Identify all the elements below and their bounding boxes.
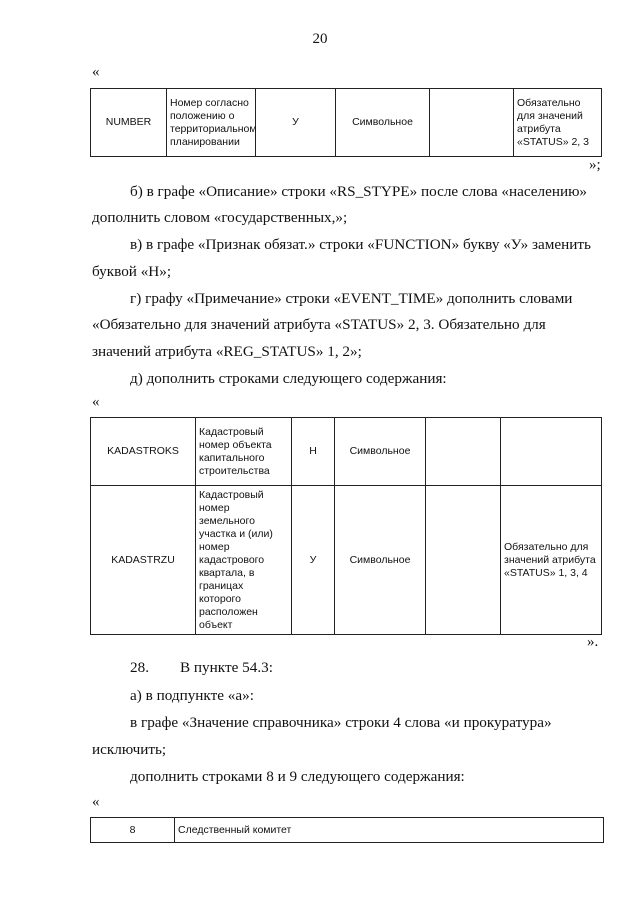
table-attributes-2 <box>90 417 602 635</box>
table-row <box>91 818 604 843</box>
cell-description: Кадастровый номер земельного участка и (или) номер кадастрового квартала, в границах которого расположен объект <box>196 486 292 635</box>
para-g-line2: «Обязательно для значений атрибута «STATUS» 2, 3. Обязательно для <box>92 316 546 333</box>
cell-number: 8 <box>91 818 175 843</box>
cell-length <box>426 486 501 635</box>
para-v-line2: буквой «Н»; <box>92 263 172 280</box>
open-quote-1: « <box>92 64 100 80</box>
cell-length <box>430 89 514 157</box>
close-quote-1: »; <box>589 157 601 173</box>
cell-required: У <box>256 89 336 157</box>
para-d-line1: д) дополнить строками следующего содержания: <box>130 370 447 387</box>
table-directory <box>90 817 604 843</box>
item-28-number: 28. <box>130 659 149 676</box>
cell-note: Обязательно для значений атрибута «STATUS» 2, 3 <box>514 89 602 157</box>
cell-description: Кадастровый номер объекта капитального строительства <box>196 418 292 486</box>
close-quote-2: ». <box>587 634 599 650</box>
para-b-line2: дополнить словом «государственных,»; <box>92 209 348 226</box>
cell-code: NUMBER <box>91 89 167 157</box>
open-quote-3: « <box>92 794 100 810</box>
para2-a-line: а) в подпункте «а»: <box>130 687 254 704</box>
cell-note <box>501 418 602 486</box>
table-attributes-1 <box>90 88 602 157</box>
para2-graph-line1: в графе «Значение справочника» строки 4 слова «и прокуратура» <box>130 714 552 731</box>
table-row <box>91 89 602 157</box>
cell-type: Символьное <box>335 486 426 635</box>
para2-add-line: дополнить строками 8 и 9 следующего содержания: <box>130 768 465 785</box>
para2-graph-line2: исключить; <box>92 741 167 758</box>
open-quote-2: « <box>92 394 100 410</box>
cell-value: Следственный комитет <box>175 818 604 843</box>
table-row <box>91 486 602 635</box>
cell-required: Н <box>292 418 335 486</box>
para-b-line1: б) в графе «Описание» строки «RS_STYPE» после слова «населению» <box>130 183 588 200</box>
cell-note: Обязательно для значений атрибута «STATUS» 1, 3, 4 <box>501 486 602 635</box>
cell-type: Символьное <box>335 418 426 486</box>
item-28-text: В пункте 54.3: <box>180 659 273 676</box>
cell-description: Номер согласно положению о территориальном планировании <box>167 89 256 157</box>
cell-length <box>426 418 501 486</box>
page-number: 20 <box>312 31 328 47</box>
para-g-line3: значений атрибута «REG_STATUS» 1, 2»; <box>92 343 362 360</box>
para-v-line1: в) в графе «Признак обязат.» строки «FUNCTION» букву «У» заменить <box>130 236 591 253</box>
table-row <box>91 418 602 486</box>
cell-type: Символьное <box>336 89 430 157</box>
para-g-line1: г) графу «Примечание» строки «EVENT_TIME» дополнить словами <box>130 290 573 307</box>
cell-required: У <box>292 486 335 635</box>
cell-code: KADASTRZU <box>91 486 196 635</box>
cell-code: KADASTROKS <box>91 418 196 486</box>
